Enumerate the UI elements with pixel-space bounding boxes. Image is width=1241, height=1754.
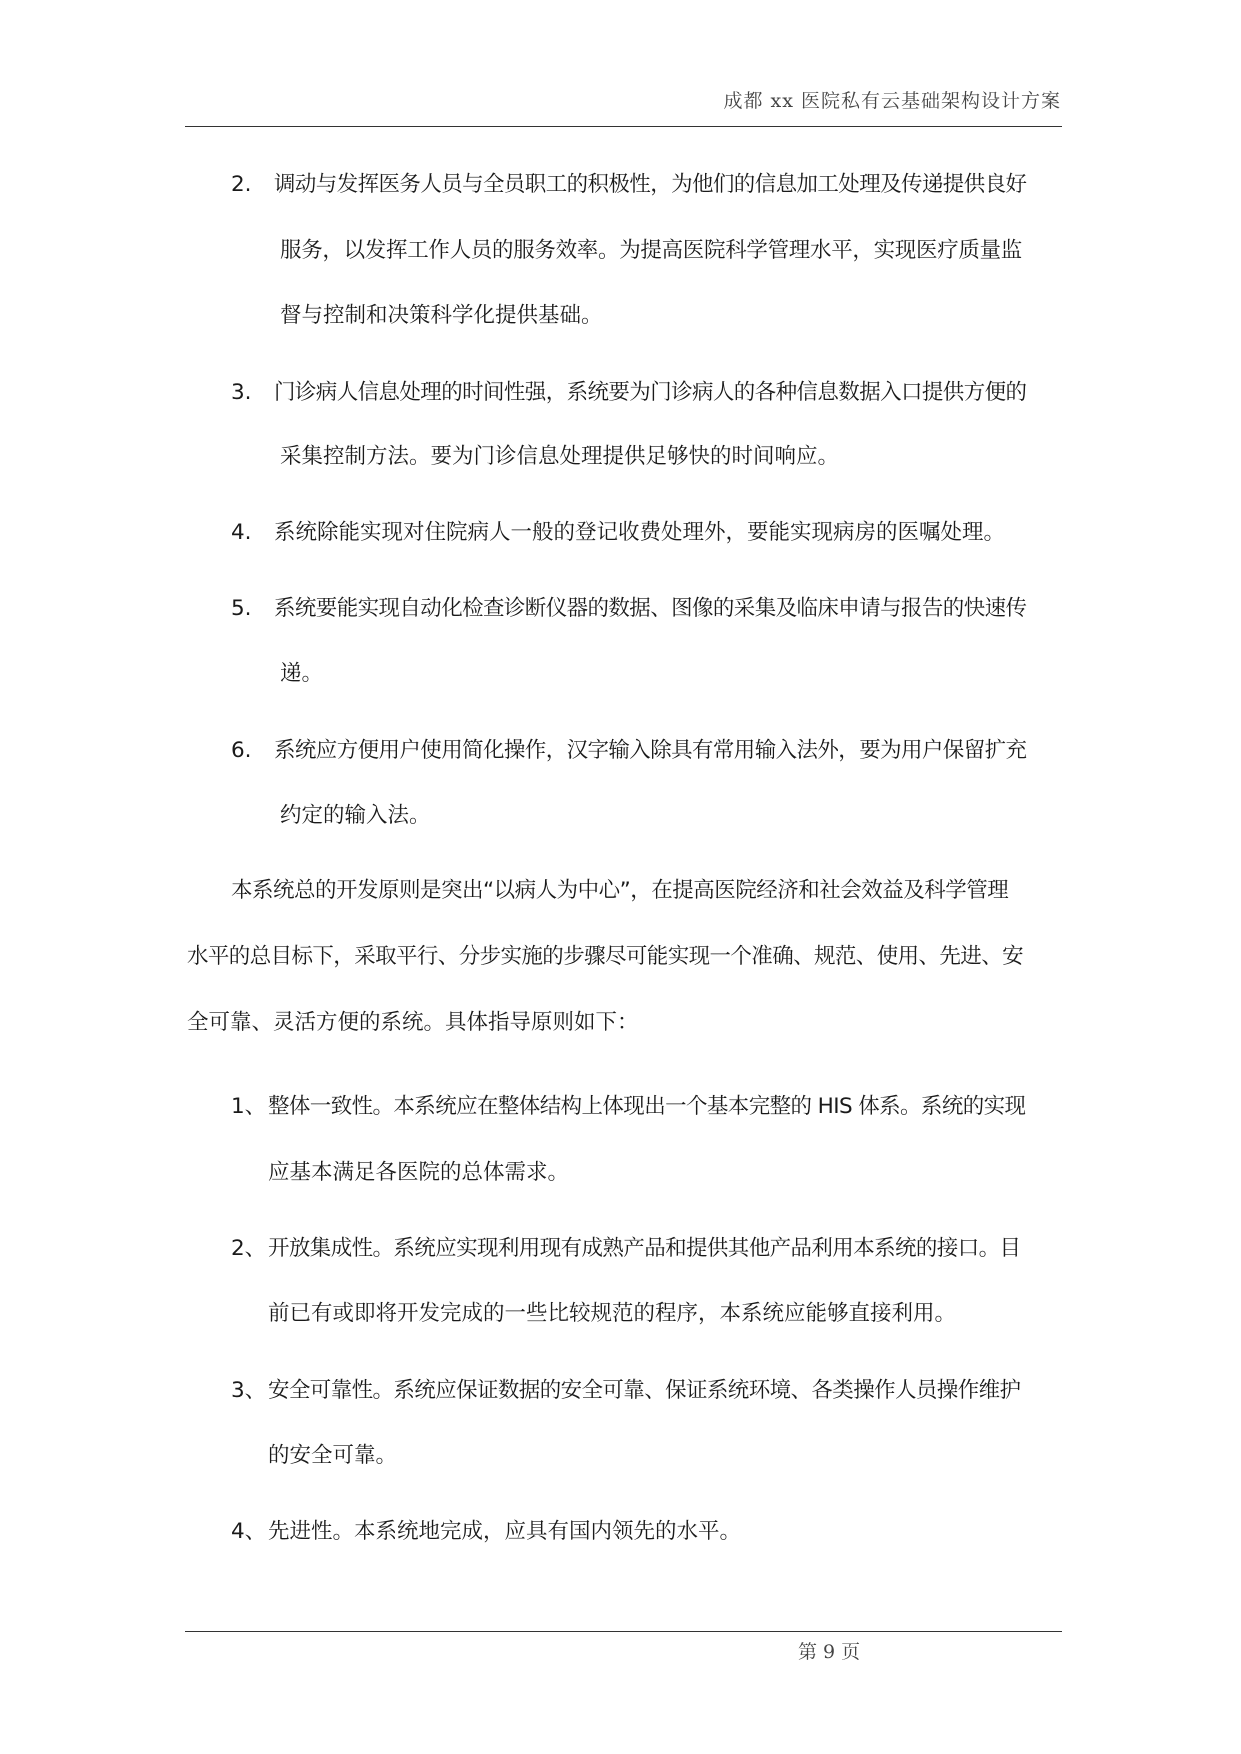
list-item-text: 整体一致性。本系统应在整体结构上体现出一个基本完整的 HIS 体系。系统的实现 [268, 1094, 1026, 1119]
list-item-text: 的安全可靠。 [268, 1443, 398, 1468]
list-item-number: 3、 [231, 1378, 267, 1403]
list-item-number: 4、 [231, 1519, 267, 1544]
paragraph-line: 本系统总的开发原则是突出“以病人为中心”，在提高医院经济和社会效益及科学管理 [231, 878, 1009, 903]
list-item-text: 应基本满足各医院的总体需求。 [268, 1160, 570, 1185]
list-item-text: 系统要能实现自动化检查诊断仪器的数据、图像的采集及临床申请与报告的快速传 [274, 596, 1027, 621]
list-item-text: 先进性。本系统地完成，应具有国内领先的水平。 [268, 1519, 742, 1544]
list-item-text: 采集控制方法。要为门诊信息处理提供足够快的时间响应。 [280, 444, 840, 469]
list-item-number: 6. [231, 738, 252, 763]
list-item-text: 前已有或即将开发完成的一些比较规范的程序，本系统应能够直接利用。 [268, 1301, 957, 1326]
list-item-text: 调动与发挥医务人员与全员职工的积极性，为他们的信息加工处理及传递提供良好 [274, 172, 1027, 197]
list-item-number: 4. [231, 520, 252, 545]
paragraph-line: 水平的总目标下，采取平行、分步实施的步骤尽可能实现一个准确、规范、使用、先进、安 [187, 944, 1024, 969]
list-item-text: 督与控制和决策科学化提供基础。 [280, 303, 603, 328]
paragraph-line: 全可靠、灵活方便的系统。具体指导原则如下： [187, 1010, 639, 1035]
list-item-text: 约定的输入法。 [280, 803, 431, 828]
header-divider [185, 126, 1062, 127]
list-item-text: 安全可靠性。系统应保证数据的安全可靠、保证系统环境、各类操作人员操作维护 [268, 1378, 1021, 1403]
list-item-number: 3. [231, 380, 252, 405]
page-number: 第 9 页 [798, 1641, 861, 1663]
running-header: 成都 xx 医院私有云基础架构设计方案 [723, 90, 1061, 112]
list-item-text: 系统应方便用户使用简化操作，汉字输入除具有常用输入法外，要为用户保留扩充 [274, 738, 1027, 763]
list-item-number: 5. [231, 596, 252, 621]
list-item-text: 门诊病人信息处理的时间性强，系统要为门诊病人的各种信息数据入口提供方便的 [274, 380, 1027, 405]
list-item-text: 开放集成性。系统应实现利用现有成熟产品和提供其他产品利用本系统的接口。目 [268, 1236, 1021, 1261]
list-item-text: 服务，以发挥工作人员的服务效率。为提高医院科学管理水平，实现医疗质量监 [280, 238, 1023, 263]
footer-divider [185, 1631, 1062, 1632]
list-item-number: 2、 [231, 1236, 267, 1261]
list-item-number: 2. [231, 172, 252, 197]
list-item-text: 递。 [280, 661, 324, 686]
list-item-text: 系统除能实现对住院病人一般的登记收费处理外，要能实现病房的医嘱处理。 [274, 520, 1006, 545]
list-item-number: 1、 [231, 1094, 267, 1119]
